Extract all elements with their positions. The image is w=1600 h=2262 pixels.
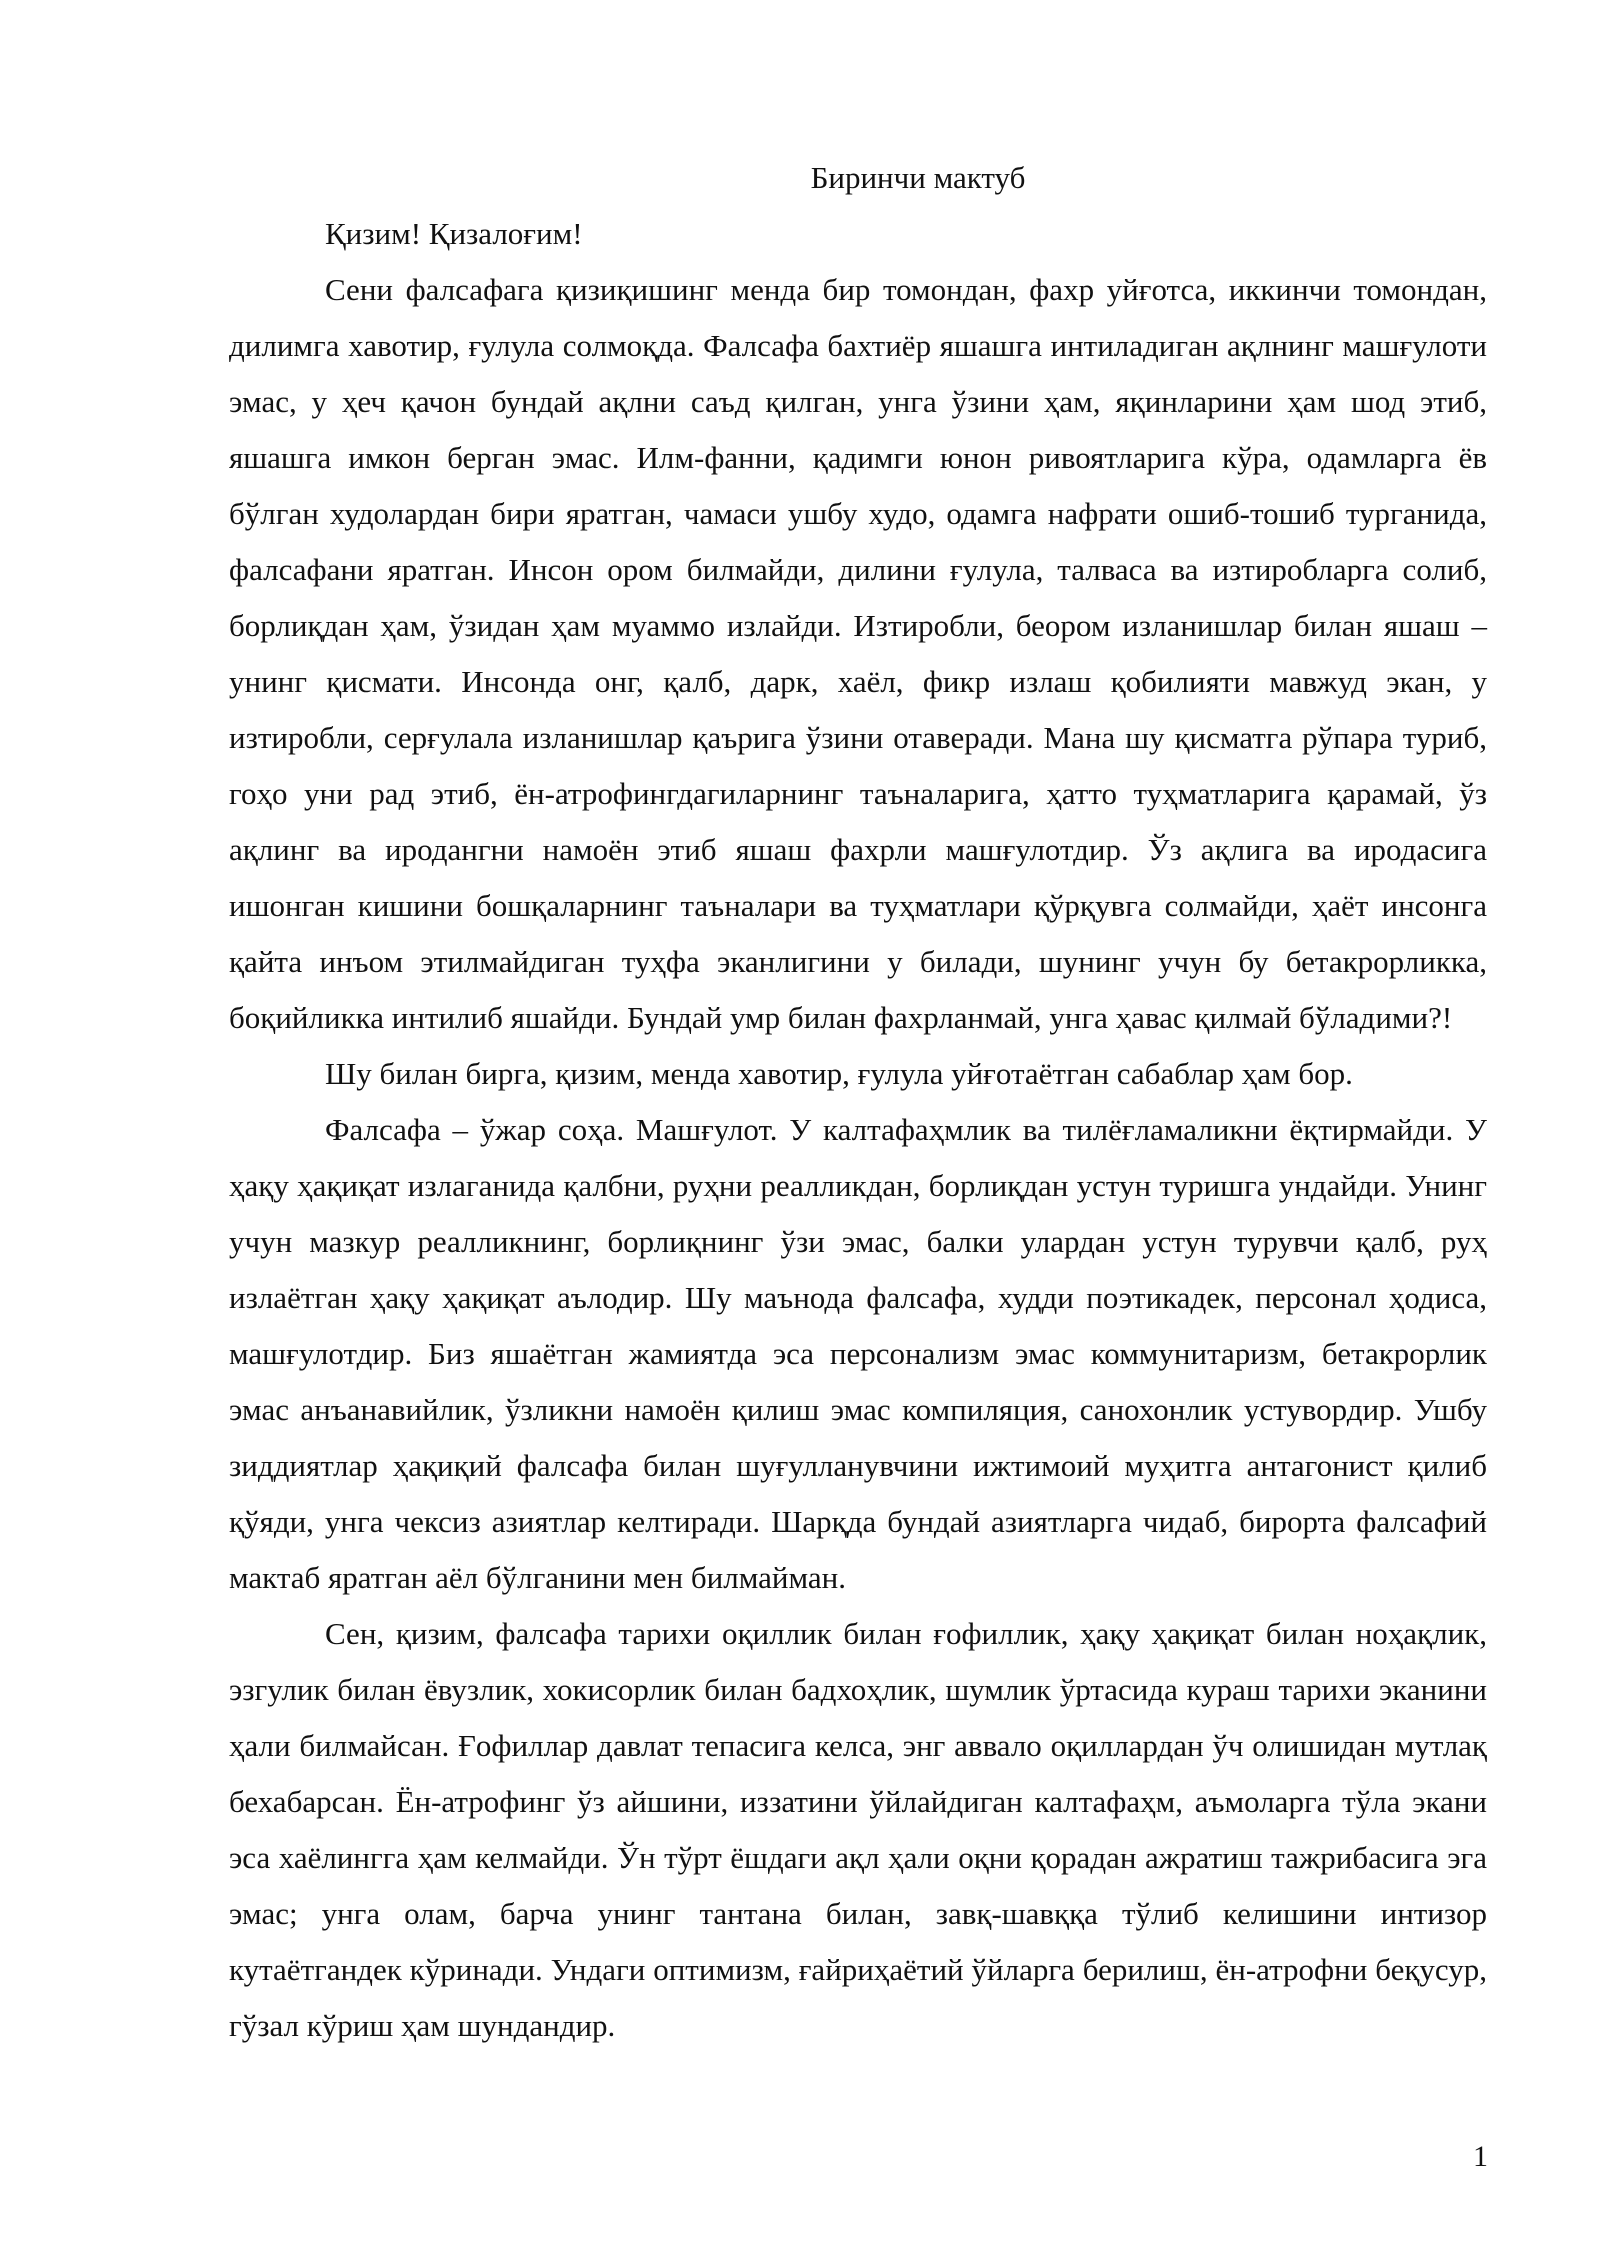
page-number: 1 bbox=[1473, 2140, 1488, 2173]
document-body bbox=[229, 150, 1487, 2054]
paragraph-1: Сени фалсафага қизиқишинг менда бир томондан, фахр уйғотса, иккинчи томондан, дилимга хавотир, ғулула солмоқда. Фалсафа бахтиёр яшашга интиладиган ақлнинг машғулоти эмас, у ҳеч қачон бундай ақлни саъд қилган, унга ўзини ҳам, яқинларини ҳам шод этиб, яшашга имкон берган эмас. Илм-фанни, қадимги юнон ривоятларига кўра, одамларга ёв бўлган худолардан бири яратган, чамаси ушбу худо, одамга нафрати ошиб-тошиб турганида, фалсафани яратган. Инсон ором билмайди, дилини ғулула, талваса ва изтиробларга солиб, борлиқдан ҳам, ўзидан ҳам муаммо излайди. Изтиробли, беором изланишлар билан яшаш – унинг қисмати. Инсонда онг, қалб, дарк, хаёл, фикр излаш қобилияти мавжуд экан, у изтиробли, серғулала изланишлар қаърига ўзини отаверади. Мана шу қисматга рўпара туриб, гоҳо уни рад этиб, ён-атрофингдагиларнинг таъналарига, ҳатто туҳматларига қарамай, ўз ақлинг ва иродангни намоён этиб яшаш фахрли машғулотдир. Ўз ақлига ва иродасига ишонган кишини бошқаларнинг таъналари ва туҳматлари қўрқувга солмайди, ҳаёт инсонга қайта инъом этилмайдиган туҳфа эканлигини у билади, шунинг учун бу бетакрорликка, боқийликка интилиб яшайди. Бундай умр билан фахрланмай, унга ҳавас қилмай бўладими?! bbox=[229, 272, 1487, 1035]
paragraph-3: Фалсафа – ўжар соҳа. Машғулот. У калтафаҳмлик ва тилёғламаликни ёқтирмайди. У ҳақу ҳақиқат излаганида қалбни, руҳни реалликдан, борлиқдан устун туришга ундайди. Унинг учун мазкур реалликнинг, борлиқнинг ўзи эмас, балки улардан устун турувчи қалб, руҳ излаётган ҳақу ҳақиқат аълодир. Шу маънода фалсафа, худди поэтикадек, персонал ҳодиса, машғулотдир. Биз яшаётган жамиятда эса персонализм эмас коммунитаризм, бетакрорлик эмас анъанавийлик, ўзликни намоён қилиш эмас компиляция, санохонлик устувордир. Ушбу зиддиятлар ҳақиқий фалсафа билан шуғулланувчини ижтимоий муҳитга антагонист қилиб қўяди, унга чексиз азиятлар келтиради. Шарқда бундай азиятларга чидаб, бирорта фалсафий мактаб яратган аёл бўлганини мен билмайман. bbox=[229, 1112, 1487, 1595]
paragraph-4: Сен, қизим, фалсафа тарихи оқиллик билан ғофиллик, ҳақу ҳақиқат билан ноҳақлик, эзгулик билан ёвузлик, хокисорлик билан бадхоҳлик, шумлик ўртасида кураш тарихи эканини ҳали билмайсан. Ғофиллар давлат тепасига келса, энг аввало оқиллардан ўч олишидан мутлақ бехабарсан. Ён-атрофинг ўз айшини, иззатини ўйлайдиган калтафаҳм, аъмоларга тўла экани эса хаёлингга ҳам келмайди. Ўн тўрт ёшдаги ақл ҳали оқни қорадан ажратиш тажрибасига эга эмас; унга олам, барча унинг тантана билан, завқ-шавққа тўлиб келишини интизор кутаётгандек кўринади. Ундаги оптимизм, ғайриҳаётий ўйларга берилиш, ён-атрофни беқусур, гўзал кўриш ҳам шундандир. bbox=[229, 1616, 1487, 2043]
letter-salutation: Қизим! Қизалоғим! bbox=[325, 216, 583, 251]
paragraph-2: Шу билан бирга, қизим, менда хавотир, ғулула уйғотаётган сабаблар ҳам бор. bbox=[325, 1056, 1353, 1091]
letter-title: Биринчи мактуб bbox=[810, 160, 1026, 195]
